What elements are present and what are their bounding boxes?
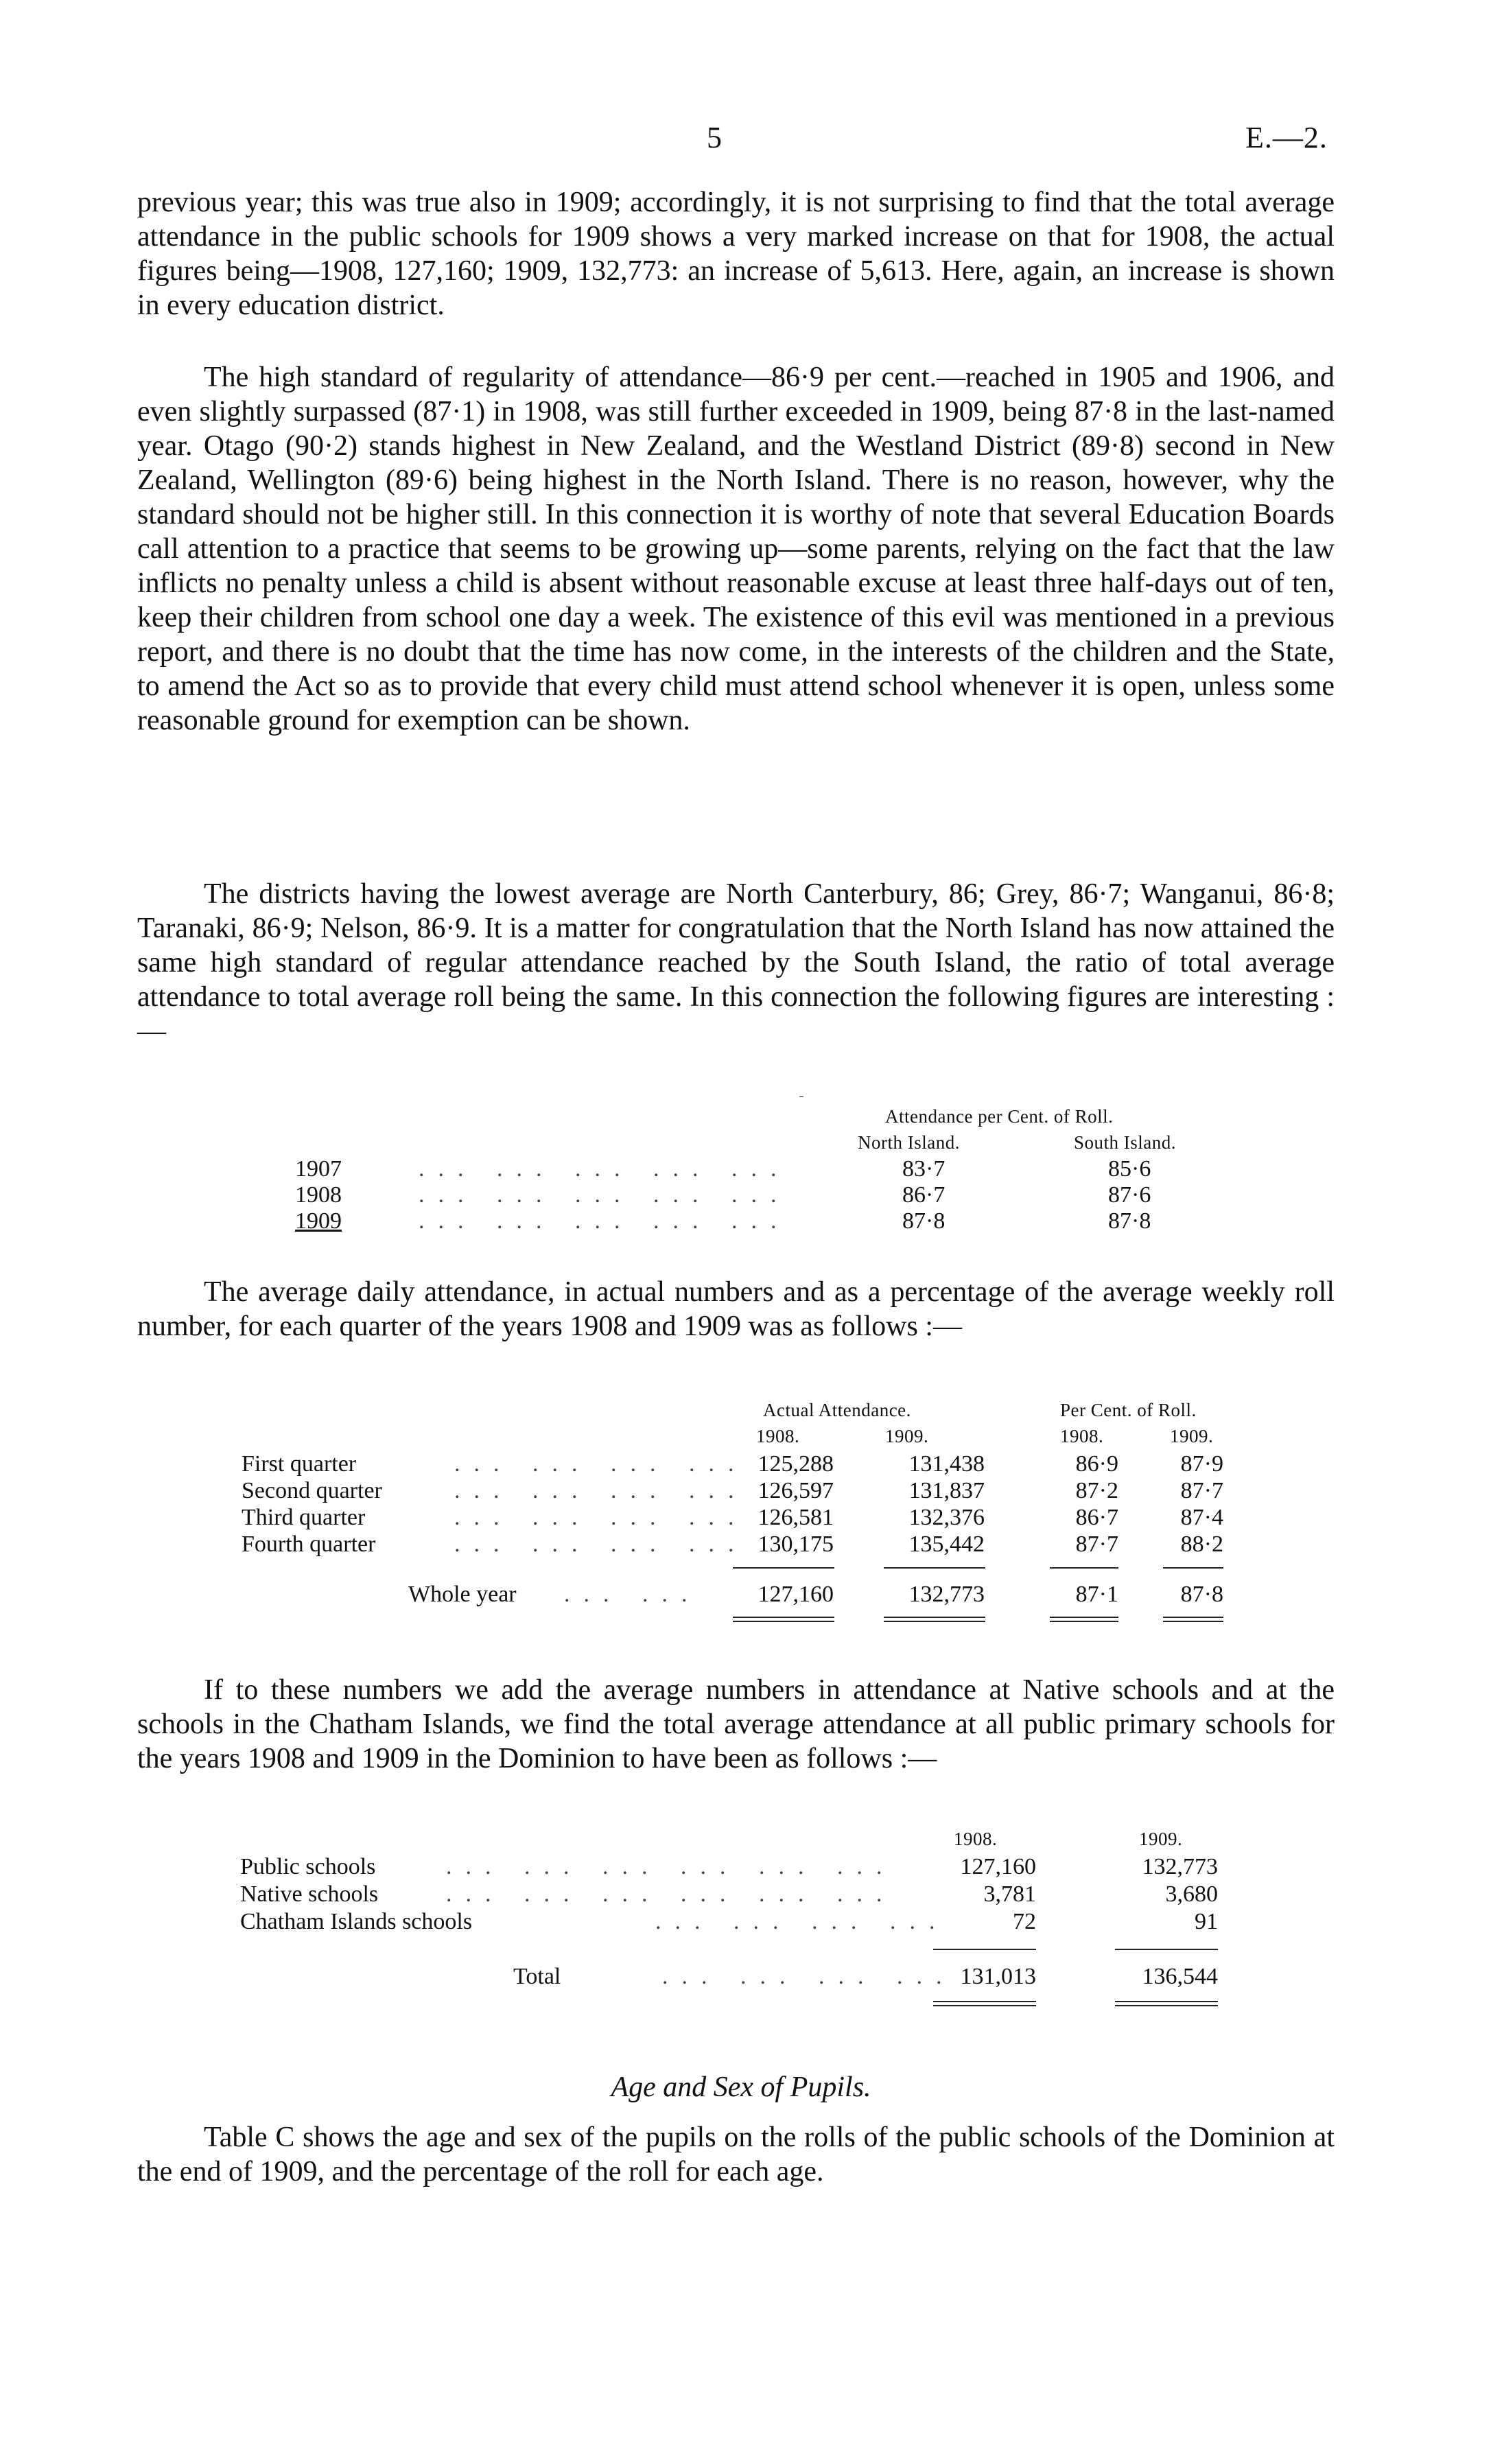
table1-north-value: 86·7 <box>902 1182 946 1208</box>
table3-total-dots: ... ... ... ... <box>662 1964 956 1989</box>
table2-dots: ... ... ... ... <box>454 1532 748 1557</box>
table1-dots: ... ... ... ... ... <box>419 1156 790 1182</box>
page-number: 5 <box>707 121 722 154</box>
table3-value-1908: 3,781 <box>983 1881 1036 1907</box>
table3-row-label: Public schools <box>240 1854 376 1879</box>
table1-south-value: 87·8 <box>1108 1208 1151 1234</box>
table2-total-pct-1909: 87·8 <box>1180 1582 1223 1607</box>
table2-dots: ... ... ... ... <box>454 1451 748 1477</box>
table1-north-value: 83·7 <box>902 1156 946 1182</box>
table3-row-label: Chatham Islands schools <box>240 1909 473 1934</box>
table2-rule <box>1050 1567 1118 1569</box>
paragraph-quarterly-attendance: The average daily attendance, in actual numbers and as a percentage of the average weekly roll number, for each quarter of the years 1908 and 1909 was as follows :— <box>137 1276 1335 1342</box>
table3-dots: ... ... ... ... <box>655 1909 949 1934</box>
table2-double-rule <box>1163 1617 1223 1622</box>
table1-tick <box>799 1096 803 1097</box>
table3-dots: ... ... ... ... ... ... <box>446 1881 896 1907</box>
table2-double-rule <box>1050 1617 1118 1622</box>
table1-col-north: North Island. <box>858 1132 960 1153</box>
table2-dots: ... ... ... ... <box>454 1478 748 1503</box>
table2-pct-1908: 86·7 <box>1075 1505 1118 1530</box>
table3-rule <box>933 1949 1036 1950</box>
table3-dots: ... ... ... ... ... ... <box>446 1854 896 1879</box>
table3-row-label: Native schools <box>240 1881 379 1907</box>
table1-dots: ... ... ... ... ... <box>419 1182 790 1208</box>
table2-total-1908: 127,160 <box>758 1582 834 1607</box>
table2-rule <box>1163 1567 1223 1569</box>
table2-col-pct-1908: 1908. <box>1060 1426 1104 1446</box>
table2-dots: ... ... ... ... <box>454 1505 748 1530</box>
table2-actual-1908: 125,288 <box>758 1451 834 1477</box>
table3-value-1909: 132,773 <box>1142 1854 1218 1879</box>
table2-col-pct-1909: 1909. <box>1170 1426 1214 1446</box>
table2-double-rule <box>733 1617 834 1622</box>
table2-actual-1908: 126,581 <box>758 1505 834 1530</box>
table2-pct-1908: 87·2 <box>1075 1478 1118 1503</box>
table3-double-rule <box>933 2001 1036 2006</box>
table2-actual-1909: 131,837 <box>908 1478 985 1503</box>
table2-col-1908: 1908. <box>756 1426 800 1446</box>
table3-col-1908: 1908. <box>954 1829 998 1849</box>
paragraph-lowest-districts: The districts having the lowest average are North Canterbury, 86; Grey, 86·7; Wanganui, 86·8; Taranaki, 86·9; Nelson, 86·9. It is a matter for congratulation that the North Island has now attained the same high standard of regular attendance reached by the South Island, the ratio of total average attendance to total average roll being the same. In this connection the following figures are interesting :— <box>137 878 1335 1047</box>
table2-actual-1909: 135,442 <box>908 1532 985 1557</box>
table2-rule <box>733 1567 834 1569</box>
table3-total-1909: 136,544 <box>1142 1964 1218 1989</box>
table2-row-label: Second quarter <box>242 1478 382 1503</box>
table2-pct-1909: 87·9 <box>1180 1451 1223 1477</box>
table3-total-1908: 131,013 <box>960 1964 1036 1989</box>
table2-pct-1909: 88·2 <box>1180 1532 1223 1557</box>
table1-north-value: 87·8 <box>902 1208 946 1234</box>
table1-year: 1909 <box>295 1208 342 1234</box>
table2-actual-1908: 126,597 <box>758 1478 834 1503</box>
table2-row-label: First quarter <box>242 1451 357 1477</box>
paragraph-attendance-increase: previous year; this was true also in 1909; accordingly, it is not surprising to find that the total average attendance in the public schools for 1909 shows a very marked increase on that for 1908, the actual figures being—1908, 127,160; 1909, 132,773: an increase of 5,613. Here, again, an increase is shown in every education district. <box>137 187 1335 321</box>
table3-total-label: Total <box>513 1964 561 1989</box>
table2-row-label: Fourth quarter <box>242 1532 376 1557</box>
table2-pct-1908: 87·7 <box>1075 1532 1118 1557</box>
table3-value-1909: 91 <box>1195 1909 1218 1934</box>
table1-year: 1908 <box>295 1182 342 1208</box>
table3-value-1908: 127,160 <box>960 1854 1036 1879</box>
table1-dots: ... ... ... ... ... <box>419 1208 790 1234</box>
table2-total-pct-1908: 87·1 <box>1075 1582 1118 1607</box>
table3-rule <box>1115 1949 1218 1950</box>
table2-row-label: Third quarter <box>242 1505 366 1530</box>
table2-total-dots: ... ... <box>564 1582 701 1607</box>
paragraph-native-chatham: If to these numbers we add the average numbers in attendance at Native schools and at the schools in the Chatham Islands, we find the total average attendance at all public primary schools for the years 1908 and 1909 in the Dominion to have been as follows :— <box>137 1674 1335 1774</box>
table2-total-label: Whole year <box>408 1582 517 1607</box>
table2-pct-1909: 87·4 <box>1180 1505 1223 1530</box>
table3-value-1908: 72 <box>1013 1909 1036 1934</box>
table1-year: 1907 <box>295 1156 342 1182</box>
table1-col-south: South Island. <box>1074 1132 1177 1153</box>
table1-group-header: Attendance per Cent. of Roll. <box>885 1106 1114 1127</box>
table2-group-actual: Actual Attendance. <box>763 1400 911 1420</box>
table1-south-value: 87·6 <box>1108 1182 1151 1208</box>
table2-pct-1909: 87·7 <box>1180 1478 1223 1503</box>
table2-total-1909: 132,773 <box>908 1582 985 1607</box>
table1-south-value: 85·6 <box>1108 1156 1151 1182</box>
table2-pct-1908: 86·9 <box>1075 1451 1118 1477</box>
table2-double-rule <box>884 1617 985 1622</box>
table2-col-1909: 1909. <box>885 1426 929 1446</box>
paragraph-table-c: Table C shows the age and sex of the pupils on the rolls of the public schools of the Dominion at the end of 1909, and the percentage of the roll for each age. <box>137 2122 1335 2187</box>
table3-col-1909: 1909. <box>1139 1829 1183 1849</box>
table2-actual-1908: 130,175 <box>758 1532 834 1557</box>
table3-value-1909: 3,680 <box>1165 1881 1218 1907</box>
table2-actual-1909: 131,438 <box>908 1451 985 1477</box>
document-reference: E.—2. <box>1245 121 1328 154</box>
table2-rule <box>884 1567 985 1569</box>
paragraph-regularity: The high standard of regularity of attendance—86·9 per cent.—reached in 1905 and 1906, and even slightly surpassed (87·1) in 1908, was still further exceeded in 1909, being 87·8 in the last-named year. Otago (90·2) stands highest in New Zealand, and the Westland District (89·8) second in New Zealand, Wellington (89·6) being highest in the North Island. There is no reason, however, why the standard should not be higher still. In this connection it is worthy of note that several Education Boards call attention to a practice that seems to be growing up—some parents, relying on the fact that the law inflicts no penalty unless a child is absent without reasonable excuse at least three half-days out of ten, keep their children from school one day a week. The existence of this evil was mentioned in a previous report, and there is no doubt that the time has now come, in the interests of the children and the State, to amend the Act so as to provide that every child must attend school whenever it is open, unless some reasonable ground for exemption can be shown. <box>137 362 1335 736</box>
table3-double-rule <box>1115 2001 1218 2006</box>
section-heading-age-sex: Age and Sex of Pupils. <box>611 2072 871 2103</box>
table2-group-percent: Per Cent. of Roll. <box>1060 1400 1197 1420</box>
table2-actual-1909: 132,376 <box>908 1505 985 1530</box>
